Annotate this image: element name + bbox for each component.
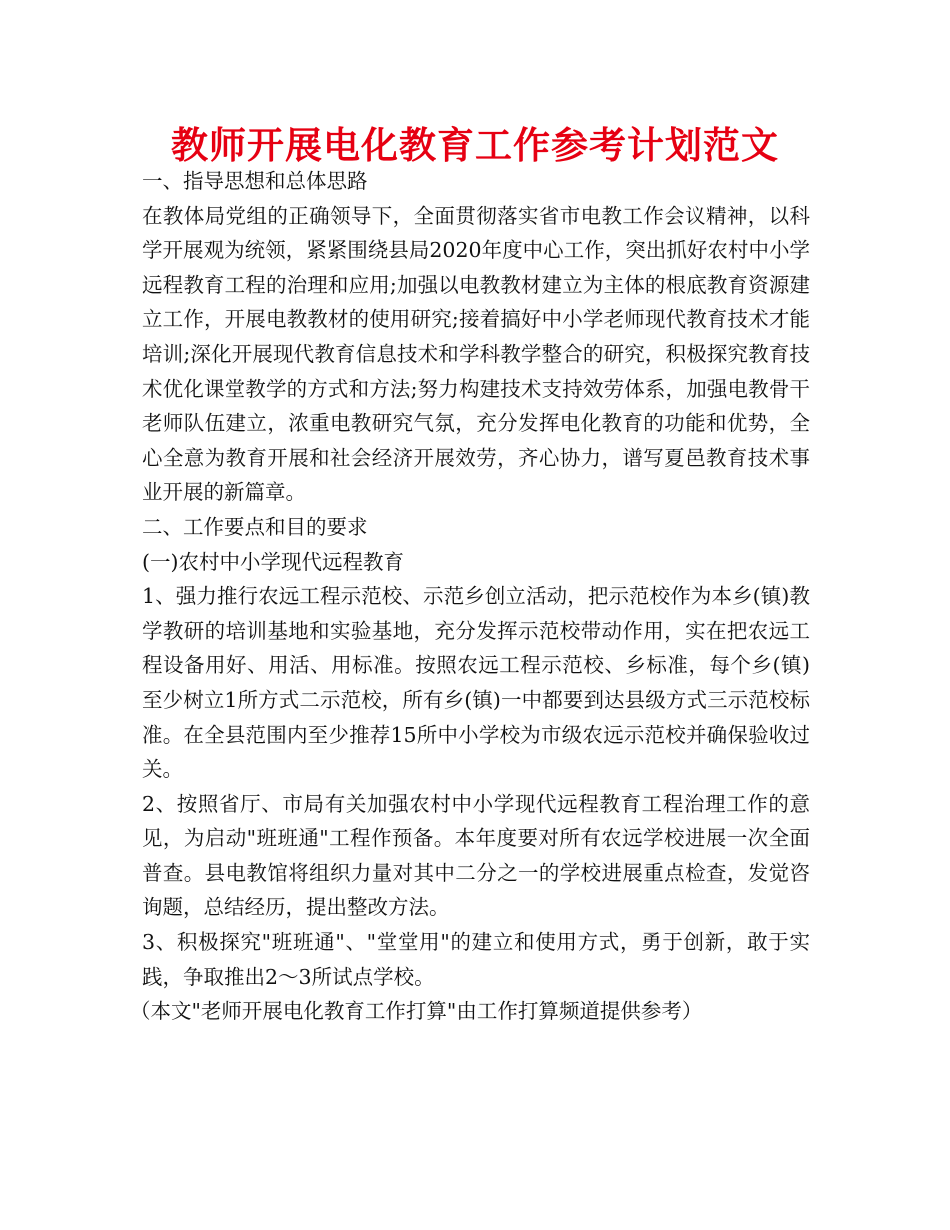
section-heading-2: 二、工作要点和目的要求 bbox=[142, 514, 368, 539]
list-item-3: 3、积极探究"班班通"、"堂堂用"的建立和使用方式，勇于创新，敢于实践，争取推出2～3所试点学校。 bbox=[142, 930, 810, 989]
paragraph-guiding-ideas: 在教体局党组的正确领导下，全面贯彻落实省市电教工作会议精神，以科学开展观为统领，紧紧围绕县局2020年度中心工作，突出抓好农村中小学远程教育工程的治理和应用;加强以电教教材建立为主体的根底教育资源建立工作，开展电教教材的使用研究;接着搞好中小学老师现代教育技术才能培训;深化开展现代教育信息技术和学科教学整合的研究，积极探究教育技术优化课堂教学的方式和方法;努力构建技术支持效劳体系，加强电教骨干老师队伍建立，浓重电教研究气氛，充分发挥电化教育的功能和优势，全心全意为教育开展和社会经济开展效劳，齐心协力，谱写夏邑教育技术事业开展的新篇章。 bbox=[142, 203, 810, 505]
footer-note: （本文"老师开展电化教育工作打算"由工作打算频道提供参考） bbox=[130, 999, 703, 1024]
list-item-2: 2、按照省厅、市局有关加强农村中小学现代远程教育工程治理工作的意见，为启动"班班通"工程作预备。本年度要对所有农远学校进展一次全面普查。县电教馆将组织力量对其中二分之一的学校进展重点检查，发觉咨询题，总结经历，提出整改方法。 bbox=[142, 791, 810, 920]
list-item-1: 1、强力推行农远工程示范校、示范乡创立活动，把示范校作为本乡(镇)教学教研的培训基地和实验基地，充分发挥示范校带动作用，实在把农远工程设备用好、用活、用标准。按照农远工程示范校、乡标准，每个乡(镇)至少树立1所方式二示范校，所有乡(镇)一中都要到达县级方式三示范校标准。在全县范围内至少推荐15所中小学校为市级农远示范校并确保验收过关。 bbox=[142, 584, 810, 782]
section-heading-1: 一、指导思想和总体思路 bbox=[142, 169, 368, 193]
subsection-heading-1: (一)农村中小学现代远程教育 bbox=[142, 549, 404, 574]
document-title: 教师开展电化教育工作参考计划范文 bbox=[171, 124, 779, 167]
document-body bbox=[130, 164, 810, 1029]
